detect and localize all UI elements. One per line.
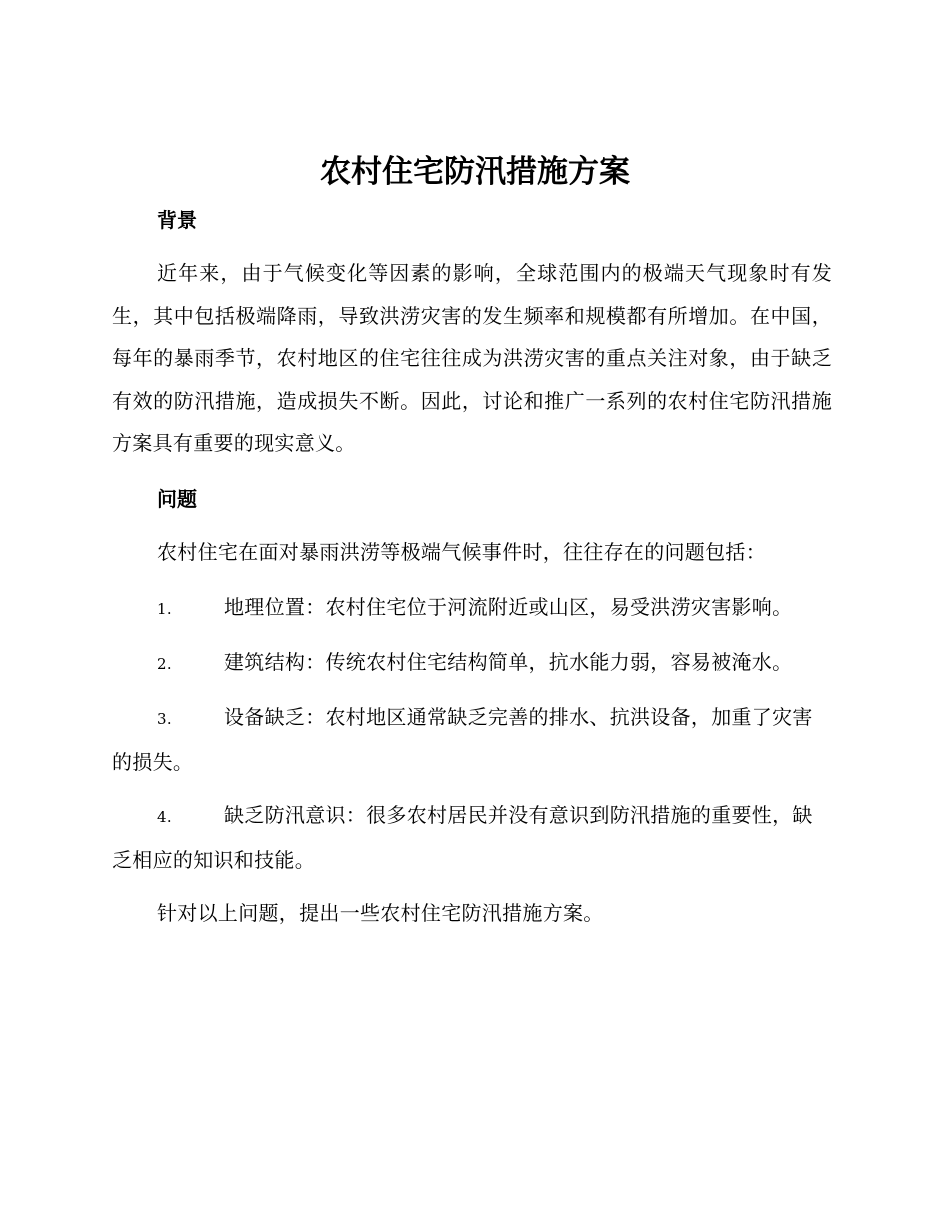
list-item-number: 1.: [157, 600, 172, 618]
section-heading-background: 背景: [157, 208, 197, 232]
list-item-number: 4.: [157, 808, 172, 826]
list-item-text: 建筑结构：传统农村住宅结构简单，抗水能力弱，容易被淹水。: [224, 650, 793, 674]
list-item-number: 2.: [157, 655, 172, 673]
problems-conclusion: 针对以上问题，提出一些农村住宅防汛措施方案。: [157, 901, 604, 925]
problems-intro: 农村住宅在面对暴雨洪涝等极端气候事件时，往往存在的问题包括：: [157, 540, 766, 564]
background-paragraph: 近年来，由于气候变化等因素的影响，全球范围内的极端天气现象时有发生，其中包括极端降雨，导致洪涝灾害的发生频率和规模都有所增加。在中国，每年的暴雨季节，农村地区的住宅往往成为洪涝灾害的重点关注对象，由于缺乏有效的防汛措施，造成损失不断。因此，讨论和推广一系列的农村住宅防汛措施方案具有重要的现实意义。: [112, 261, 832, 456]
section-heading-problems: 问题: [157, 487, 197, 511]
list-item-text: 缺乏防汛意识：很多农村居民并没有意识到防汛措施的重要性，缺乏相应的知识和技能。: [112, 803, 813, 872]
list-item-number: 3.: [157, 710, 172, 728]
list-item: [112, 586, 832, 631]
list-item-text: 设备缺乏：农村地区通常缺乏完善的排水、抗洪设备，加重了灾害的损失。: [112, 705, 813, 774]
list-item: [112, 794, 832, 881]
document-title: 农村住宅防汛措施方案: [320, 154, 630, 190]
list-item-text: 地理位置：农村住宅位于河流附近或山区，易受洪涝灾害影响。: [224, 595, 793, 619]
list-item: [112, 696, 832, 783]
list-item: [112, 641, 832, 686]
